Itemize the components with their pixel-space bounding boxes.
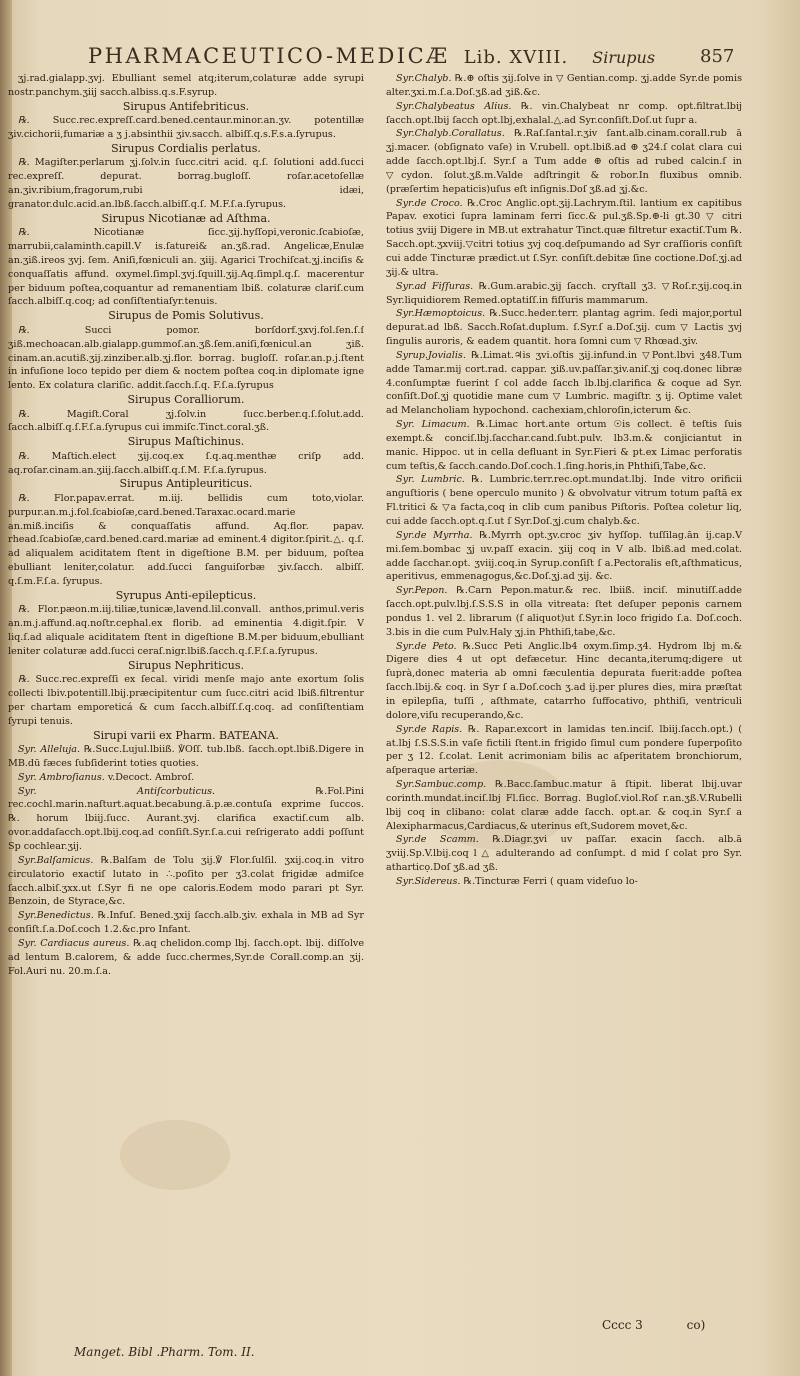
recipe-label: Syr.de Croco. — [396, 197, 468, 209]
recipe-paragraph — [386, 197, 742, 280]
recipe-paragraph — [386, 833, 742, 875]
recipe-label: Syr.Sidereus. — [396, 875, 464, 887]
recipe-label: ℞. — [18, 157, 35, 169]
recipe-label: Syr.Pepon. — [396, 585, 457, 597]
section-heading: Sirupus de Pomis Solutivus. — [108, 309, 264, 323]
recipe-text: ℞.Succ.Lujul.lbiiß. ℣Oſſ. tub.lbß. ſacch.opt.lbiß.Digere in MB.dū fæces ſubſiderint toties quoties. — [8, 744, 364, 769]
recipe-paragraph — [8, 492, 364, 589]
recipe-text: Flor.pæon.m.iij.tiliæ,tunicæ,lavend.lil.convall. anthos,primul.veris an.m.j.affund.aq.noſtr.cephal.ex florib. ad eminentia 4.digit.ſpir. V liq.ſ.ad aliquale aciditatem ſtent in digeſtione B.M.per biduum,ebulliant leniter colaturæ add.ſucci ceraſ.nigr.lbiß.ſacch.q.ſ.F.ſ.a.ſyrupus. — [8, 604, 364, 657]
recipe-paragraph — [386, 307, 742, 349]
recipe-text: Magiſter.perlarum ʒj.ſolv.in ſucc.citri acid. q.ſ. ſolutioni add.ſucci rec.expreſſ. depurat. borrag.bugloſſ. roſar.acetoſellæ an.ʒiv.ribium,fragorum,rubi idæi, granator.dulc.acid.an.lbß.ſacch.albiſſ.q.ſ. M.F.ſ.a.ſyrupus. — [8, 157, 364, 210]
recipe-text: Nicotianæ ſicc.ʒij.hyſſopi,veronic.ſcabioſæ, marrubii,calaminth.capill.V is.ſaturei& an.ʒß.rad. Angelicæ,Enulæ an.ʒiß.ireos ʒvj. ſem. Aniſi,fœniculi an. ʒiij. Agarici Trochiſcat.ʒj.inciſis & conquaſſatis affund. oxymel.ſimpl.ʒvj.ſquill.ʒij.Aq.ſimpl.q.ſ. macerentur per biduum poſtea,coquantur ad remanentiam lbiß. colaturæ clariſ.cum ſacch.albiſſ.q.coq; ad conſiſtentiaſyr.tenuis. — [8, 227, 364, 308]
recipe-text: ℞.Diagr.ʒvi uv paſſar. exacin ſacch. alb.ā ʒviij.Sp.V.lbij.coq l △ adulterando ad conſumpt. d mid ſ colat pro Syr. atharticọ.Doſ ʒß.ad ʒß. — [386, 834, 742, 874]
recipe-text: ℞.aq chelidon.comp lbj. ſacch.opt. lbij. diſſolve ad lentum B.calorem, & adde ſucc.chermes,Syr.de Corall.comp.an ʒij. Fol.Auri nu. 20.m.ſ.a. — [8, 937, 364, 977]
recipe-label: Syr.Hæmoptoicus. — [396, 308, 490, 320]
recipe-paragraph — [8, 785, 364, 854]
recipe-label: Syr.Chalybeatus Alius. — [396, 100, 521, 112]
recipe-paragraph — [386, 723, 742, 778]
recipe-label: Syr.de Rapis. — [396, 723, 468, 735]
recipe-text: ℞.Tincturæ Ferri ( quam videſuo lo- — [463, 875, 638, 887]
recipe-text: ℞.Gum.arabic.ʒij ſacch. cryſtall ʒ3. ▽Roſ.r.ʒij.coq.in Syr.liquidiorem Remed.optatiſſ.in fiſſuris mammarum. — [386, 280, 742, 306]
section-heading: Sirupus Antipleuriticus. — [119, 477, 253, 491]
recipe-paragraph — [386, 127, 742, 196]
section-heading: Sirupi varii ex Pharm. BATEANA. — [93, 728, 279, 742]
recipe-paragraph — [8, 743, 364, 771]
recipe-text: ʒj.rad.gialapp.ʒvj. Ebulliant semel atq;iterum,colaturæ adde syrupi nostr.panchym.ʒiij sacch.albiss.q.s.F.syrup. — [8, 73, 364, 98]
recipe-text: Succi pomor. borſdorf.ʒxvj.fol.ſen.ſ.ſ ʒiß.mechoacan.alb.gialapp.gummoſ.an.ʒß.ſem.aniſi,fœnicul.an ʒiß. cinam.an.acutiß.ʒij.zinziber.alb.ʒj.flor. borrag. bugloſſ. roſar.an.p.j.ſtent in infuſione loco tepido per diem & noctem poſtea coq.in diplomate igne lento. Ex colatura clariſic. addit.ſacch.ſ.q. F.ſ.a.ſyrupus — [8, 324, 364, 392]
recipe-text: ℞.Croc Anglic.opt.ʒij.Lachrym.ſtil. lantium ex capitibus Papav. exotici ſupra laminam ferri ſicc.& pul.ʒß.Sp.⊕-li gt.30 ▽ citri totius ʒviij Digere in MB.ut extrahatur Tinct.quæ filtretur exactiſ.Tum ℞. Sacch.opt.ʒxviij.▽citri totius ʒvj coq.deſpumando ad Syr craſſioris conſiſt cui adde Tincturæ prædict.ut ſ.Syr. conſiſt.debitæ ſine coctione.Doſ.ʒj.ad ʒij.& ultra. — [386, 197, 742, 278]
recipe-paragraph — [8, 603, 364, 658]
recipe-paragraph — [8, 408, 364, 436]
recipe-label: Syr. Limacum. — [396, 419, 477, 431]
recipe-paragraph — [386, 778, 742, 833]
recipe-text: ℞.Fol.Pini rec.cochl.marin.naſturt.aquat.becabung.ā.p.æ.contuſa exprime ſuccos. ℞. horum lbiij.ſucc. Aurant.ʒvj. clarifica exactiſ.cum alb. ovor.addaſacch.opt.lbij.coq.ad conſiſt.Syr.ſ.a.cui reſrigerato addi poſſunt Sp cochlear.ʒij. — [8, 785, 364, 852]
signature-mark — [602, 1318, 752, 1332]
section-heading: Sirupus Nicotianæ ad Aſthma. — [101, 211, 271, 225]
recipe-label: ℞. — [18, 408, 67, 420]
recipe-label: Syr.de Scamm. — [396, 834, 493, 846]
recipe-paragraph — [386, 584, 742, 639]
recipe-text: ℞.Balſam de Tolu ʒij.℣ Flor.ſulſil. ʒxij.coq.in vitro circulatorio exactiſ lutato in ∴.poſito per ʒ3.colat frigidæ admiſce ſacch.albiſ.ʒxx.ut ſ.Syr fi ne ope caloris.Eodem modo parari pt Syr. Benzoin, de Styrace,&c. — [8, 854, 364, 908]
section-heading: Sirupus Maſtichinus. — [127, 435, 245, 449]
recipe-text: ℞.Infuſ. Bened.ʒxij ſacch.alb.ʒiv. exhala in MB ad Syr conſiſt.ſ.a.Doſ.coch 1.2.&c.pro Infant. — [8, 910, 364, 936]
recipe-paragraph — [8, 673, 364, 728]
recipe-paragraph — [8, 114, 364, 142]
recipe-text: ℞.Succ Peti Anglic.lb4 oxym.ſimp.ʒ4. Hydrom lbj m.& Digere dies 4 ut opt defæcetur. Hinc decanta,iterumq;digere ut ſuprà,donec materia ab omni fæculentia depurata fuerit:adde poſtea ſacch.lbij.& coq. in Syr ſ a.Doſ.coch ʒ.ad ij.per plures dies, mira præſtat in epilepſia, tuſſi , aſthmate, catarrho ſuffocativo, phthiſi, ventriculi dolore,viſu recuperando,&c. — [386, 640, 742, 721]
recipe-paragraph — [386, 100, 742, 128]
recipe-paragraph — [8, 156, 364, 211]
recipe-label: ℞. — [18, 450, 52, 462]
page-number: 857 — [700, 46, 735, 67]
recipe-paragraph — [8, 226, 364, 309]
recipe-label: Syr. Antiſcorbuticus. — [18, 785, 316, 797]
running-head-book: Lib. XVIII. — [463, 47, 569, 68]
recipe-text: ℞.Limac hort.ante ortum ☉is collect. ē teſtis ſuis exempt.& conciſ.lbj.ſacchar.cand.ſubt.pulv. lb3.m.& conjiciantut in manic. Hippoc. ut in cella defluant in Syr.Fieri & pt.ex Limac perforatis cum teſtis,& ſacch.cando.Doſ.coch.1.ſing.horis,in Phthiſi,Tabe,&c. — [386, 419, 742, 472]
recipe-paragraph — [386, 418, 742, 473]
recipe-text: ℞.Bacc.ſambuc.matur ā ſtipit. liberat lbij.uvar corinth.mundat.inciſ.lbj Fl.ſicc. Borrag. Bugloſ.viol.Roſ r.an.ʒß.V.Rubelli lbij coq in clibano: colat claræ adde ſacch. opt.ar. & coq.in Syr.ſ a Alexipharmacus,Cardiacus,& uterinus eſt,Sudorem movet,&c. — [386, 779, 742, 832]
running-head-section: Sirupus — [592, 48, 656, 67]
recipe-label: Syr. Lumbric. — [396, 474, 472, 486]
left-column — [8, 72, 364, 1362]
recipe-text: ℞.Raſ.ſantal.r.ʒiv ſant.alb.cinam.corall.rub ā ʒj.macer. (obſignato vaſe) in V.rubell. opt.lbiß.ad ⊕ ʒ24.ſ colat clara cui adde ſacch.opt.lbj.ſ. Syr.ſ a Tum adde ⊕ oſtis ad rubed calcin.ſ in ▽cydon. ſolut.ʒß.m.Valde adſtringit & robor.In fluxibus omnib. (præſertim hepaticis)uſus eſt inſignis.Doſ ʒß.ad ʒj.&c. — [386, 128, 742, 195]
right-column — [386, 72, 742, 1362]
recipe-label: Syr.Chalyb.Corallatus. — [396, 128, 515, 140]
recipe-paragraph — [386, 875, 742, 889]
running-head — [88, 44, 668, 74]
section-heading: Syrupus Anti-epilepticus. — [115, 588, 257, 602]
recipe-label: Syr.Benedictus. — [18, 910, 98, 922]
recipe-text: Succ.rec.expreſſ.card.bened.centaur.minor.an.ʒv. potentillæ ʒiv.cichorii,fumariæ a ʒ j.absinthii ʒiv.sacch. albiſſ.q.s.F.s.a.ſyrupus. — [8, 115, 364, 141]
recipe-paragraph — [8, 771, 364, 785]
section-heading: Sirupus Cordialis perlatus. — [111, 141, 261, 155]
recipe-paragraph — [8, 450, 364, 478]
recipe-label: Syr. Ambroſianus. — [18, 771, 108, 783]
running-head-title: PHARMACEUTICO-MEDICÆ — [88, 44, 450, 68]
recipe-label: ℞. — [18, 492, 54, 504]
recipe-label: Syr. Cardiacus aureus. — [18, 937, 134, 949]
recipe-paragraph — [386, 72, 742, 100]
section-heading: Sirupus Antifebriticus. — [122, 99, 250, 113]
recipe-text: Succ.rec.expreſſi ex ſecal. viridi menſe majo ante exortum ſolis collecti lbiv.potentill.lbij.præcipitentur cum ſucc.citri acid lbiß.filtrentur per chartam emporeticá & cum ſacch.albiſſ.ſ.q.coq. ad conſiſtentiam ſyrupi tenuis. — [8, 674, 364, 727]
recipe-text: ℞. vin.Chalybeat nr comp. opt.filtrat.lbij ſacch.opt.lbij ſacch opt.lbj,exhalal.△.ad Syr.conſiſt.Doſ.ut ſupr a. — [386, 100, 742, 126]
footer-catchword: Manget. Bibl .Pharm. Tom. II. — [74, 1345, 255, 1359]
recipe-paragraph — [386, 349, 742, 418]
recipe-text: ℞. Rapar.excort in lamidas ten.inciſ. lbiij.ſacch.opt.) ( at.lbj ſ.S.S.S.in vaſe fictili ſtent.in frigido ſimul cum pondere ſuperpoſito per ʒ 12. ſ.colat. Lenit acrimoniam bilis ac aſperitatem bronchiorum, aſperaque arteriæ. — [386, 723, 742, 777]
recipe-text: ℞.Succ.heder.terr. plantag agrim. ſedi major,portul depurat.ad lbß. Sacch.Roſat.duplum. ſ.Syr.ſ a.Doſ.ʒij. cum ▽ Lactis ʒvj ſingulis auroris, & eadem quantit. hora ſomni cum ▽ Rhœad.ʒiv. — [386, 308, 742, 348]
signature-catch: co) — [686, 1318, 706, 1332]
recipe-label: Syr. Alleluja. — [18, 744, 84, 756]
recipe-text: ℞.Myrrh opt.ʒv.croc ʒiv hyſſop. tuſſilag.ān ij.cap.V mi.ſem.bombac ʒj uv.paſſ exacin. ʒiij coq in V alb. lbiß.ad med.colat. adde ſacchar.opt. ʒviij.coq.in Syrup.conſiſt ſ a.Pectoralis eſt,aſthmaticus, aperitivus, emmenagogus,&c.Doſ.ʒj.ad ʒij. &c. — [386, 529, 742, 583]
recipe-text: Flor.papav.errat. m.iij. bellidis cum toto,violar. purpur.an.m.j.fol.ſcabioſæ,card.bened.Taraxac.ocard.marie an.miß.inciſis & conquaſſatis affund. Aq.flor. papav. rhead.ſcabioſæ,card.bened.card.mariæ ad eminent.4 digitor.ſpirit.△. q.ſ. ad aliqualem aciditatem ſtent in digeſtione B.M. per biduum, poſtea ebulliant leniter,colatur. add.ſucci ſanguiſorbæ ʒiv.ſacch. albiſſ. q.ſ.m.F.ſ.a. ſyrupus. — [8, 492, 364, 587]
recipe-label: ℞. — [18, 324, 85, 336]
recipe-paragraph — [8, 324, 364, 393]
recipe-label: Syrup.Jovialis. — [396, 349, 472, 361]
recipe-text: Magiſt.Coral ʒj.ſolv.in ſucc.berber.q.ſ.ſolut.add. ſacch.albiſſ.q.ſ.F.ſ.a.ſyrupus cui immiſc.Tinct.coral.ʒß. — [8, 408, 364, 434]
recipe-label: Syr.ad Fiſſuras. — [396, 280, 479, 292]
recipe-paragraph — [8, 937, 364, 979]
recipe-paragraph — [8, 72, 364, 100]
recipe-text: ℞. Lumbric.terr.rec.opt.mundat.lbj. Inde vitro orificii anguſtioris ( bene operculo munito ) & obvolvatur vitrum totum paſtā ex Fl.tritici & ▽a facta,coq in clib cum panibus Piſtoris. Poſtea coletur liq, cui adde ſacch.opt.q.ſ.ut ſ Syr.Doſ.ʒj.cum chalyb.&c. — [386, 474, 742, 527]
section-heading: Sirupus Nephriticus. — [127, 658, 245, 672]
recipe-paragraph — [386, 473, 742, 528]
recipe-text: ℞.⊕ oſtis ʒij.ſolve in ▽ Gentian.comp. ʒj.adde Syr.de pomis alter.ʒxi.m.ſ.a.Doſ.ʒß.ad ʒiß.&c. — [386, 73, 742, 98]
recipe-label: Syr.Chalyb. — [396, 73, 455, 84]
recipe-text: v.Decoct. Ambroſ. — [107, 771, 195, 783]
recipe-text: Maſtich.elect ʒij.coq.ex ſ.q.aq.menthæ criſp add. aq.roſar.cinam.an.ʒiij.ſacch.albiſſ.q.ſ.M. F.ſ.a.ſyrupus. — [8, 450, 364, 476]
recipe-paragraph — [386, 640, 742, 723]
recipe-label: Syr.de Myrrha. — [396, 529, 480, 541]
recipe-label: ℞. — [18, 674, 36, 686]
recipe-text: ℞.Carn Pepon.matur.& rec. lbiiß. inciſ. minutiſſ.adde ſacch.opt.pulv.lbj.ſ.S.S.S in olla vitreata: ſtet deſuper peponis carnem pondus 1. vel 2. librarum (ſ aliquot)ut ſ.Syr.in loco frigido ſ.a. Doſ.coch. 3.bis in die cum Pulv.Haly ʒj.in Phthiſi,tabe,&c. — [386, 585, 742, 638]
recipe-text: ℞.Limat.♃is ʒvi.oſtis ʒij.infund.in ▽Pont.lbvi ʒ48.Tum adde Tamar.mij cort.rad. cappar. ʒiß.uv.paſſar.ʒiv.aniſ.ʒj coq.donec libræ 4.conſumptæ fuerint ſ col adde ſacch lb.lbj.clarifica & coque ad Syr. conſiſt.Doſ.ʒj quotidie mane cum ▽ Lumbric. magiſtr. ʒ ij. Optime valet ad Melancholiam hypochond. cachexiam,chloroſin,icterum &c. — [386, 349, 742, 417]
section-heading: Sirupus Coralliorum. — [127, 393, 245, 407]
recipe-label: ℞. — [18, 227, 94, 239]
signature-text: Cccc 3 — [602, 1318, 643, 1332]
recipe-label: Syr.de Peto. — [396, 640, 463, 652]
recipe-label: Syr.Sambuc.comp. — [396, 779, 496, 791]
recipe-paragraph — [386, 529, 742, 584]
recipe-paragraph — [8, 909, 364, 937]
recipe-label: Syr.Balſamicus. — [18, 854, 101, 866]
recipe-paragraph — [386, 280, 742, 308]
recipe-label: ℞. — [18, 604, 38, 616]
recipe-paragraph — [8, 854, 364, 909]
recipe-label: ℞. — [18, 115, 53, 127]
